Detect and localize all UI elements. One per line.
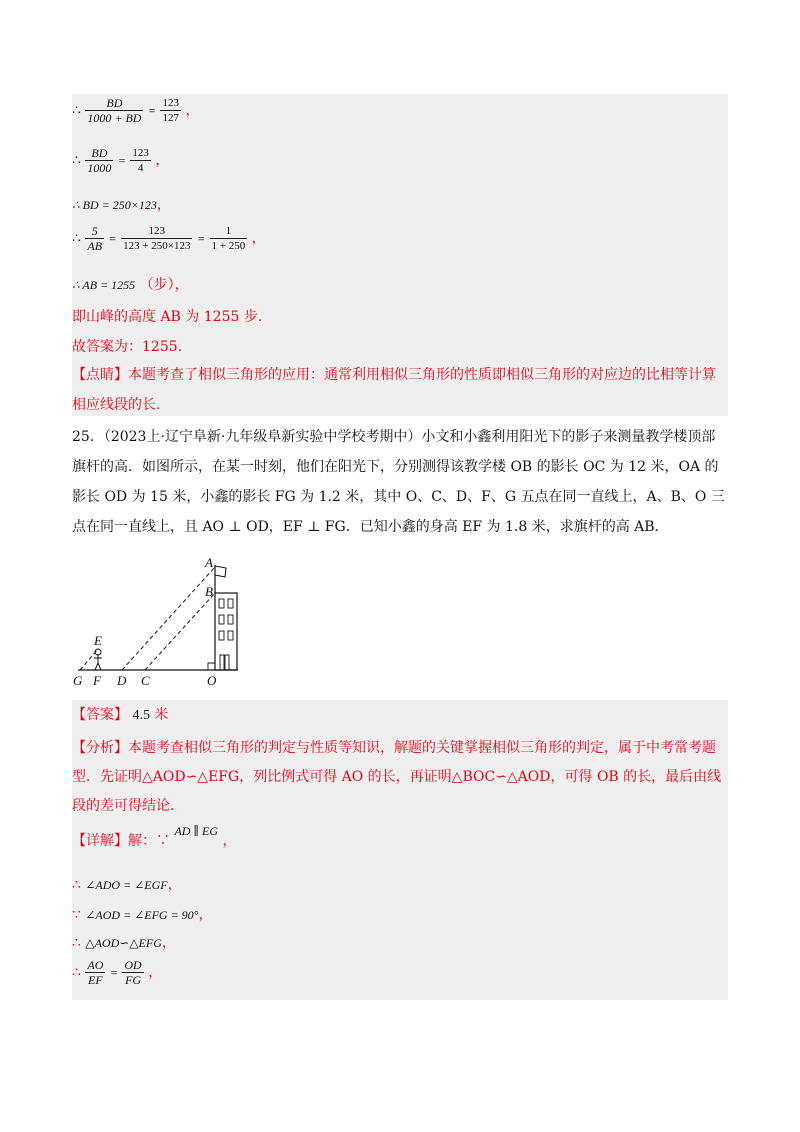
fraction	[121, 224, 192, 253]
fraction	[85, 224, 104, 253]
punctuation: ，	[167, 877, 182, 893]
label-B: B	[205, 584, 213, 599]
comment-paragraph	[72, 360, 728, 420]
comment-label: 【点睛】	[72, 367, 128, 383]
conclusion-line: 即山峰的高度 AB 为 1255 步.	[72, 309, 263, 325]
equation-line-1	[72, 96, 199, 125]
equation-line-5	[72, 274, 189, 294]
denominator: 1000	[87, 161, 112, 175]
label-G: G	[73, 673, 83, 688]
equation-text: ∴ BD = 250×123	[72, 198, 157, 212]
denominator: 1 + 250	[211, 240, 246, 252]
punctuation: ，	[155, 152, 170, 169]
problem-statement: （2023上·辽宁阜新·九年级阜新实验中学校考期中）小文和小鑫利用阳光下的影子来测量教学楼顶部旗杆的高．如图所示，在某一时刻，他们在阳光下，分别测得该教学楼 OB 的影长 OC 为 12 米，OA 的影长 OD 为 15 米，小鑫的影长 FG 为 1.2 米，其中 O、C、D、F、G 五点在同一直线上，A、B、O 三点在同一直线上，且 AO ⊥ OD，EF ⊥ FG．已知小鑫的身高 EF 为 1.8 米，求旗杆的高 AB．	[72, 429, 725, 535]
numerator: OD	[124, 958, 142, 972]
answer-line: 故答案为：1255.	[72, 339, 183, 355]
ray-BC	[145, 593, 215, 670]
numerator: BD	[85, 146, 113, 161]
equation-line-3	[72, 194, 171, 214]
ray-AD	[122, 567, 215, 670]
analysis-paragraph	[72, 734, 728, 821]
numerator: 123	[162, 97, 179, 109]
detail-step-1	[72, 874, 182, 894]
fraction	[85, 146, 113, 175]
analysis-label: 【分析】	[72, 740, 128, 756]
detail-label: 【详解】	[72, 833, 128, 849]
fraction	[160, 96, 181, 125]
punctuation: ，	[251, 230, 266, 247]
fraction	[130, 146, 151, 175]
detail-step-3	[72, 932, 176, 952]
because-symbol: ∵	[72, 907, 81, 923]
denominator: 123 + 250×123	[123, 240, 191, 252]
label-A: A	[205, 555, 213, 570]
punctuation: ，	[185, 102, 200, 119]
equals-sign: =	[147, 103, 157, 118]
numerator: 5	[85, 224, 104, 239]
label-O: O	[207, 673, 217, 688]
detail-intro: 解：∵	[128, 833, 170, 849]
punctuation: ，	[198, 907, 213, 923]
building-windows	[219, 599, 233, 670]
label-F: F	[93, 673, 101, 688]
denominator: AB	[87, 239, 103, 253]
therefore-symbol: ∴	[72, 152, 81, 169]
equation-line-4	[72, 224, 266, 253]
step-text: ∠AOD = ∠EFG = 90°	[85, 908, 199, 922]
punctuation: ，	[148, 964, 163, 981]
denominator: 127	[162, 112, 179, 124]
label-D: D	[117, 673, 127, 688]
punctuation: ，	[222, 833, 237, 849]
problem-text	[72, 422, 728, 542]
therefore-symbol: ∴	[72, 964, 81, 981]
therefore-symbol: ∴	[72, 935, 81, 951]
denominator: 1000 + BD	[87, 111, 142, 125]
denominator: 4	[137, 162, 144, 174]
fraction	[85, 96, 143, 125]
therefore-symbol: ∴	[72, 102, 81, 119]
shadow-measurement-figure	[70, 555, 250, 690]
numerator: 123	[121, 224, 192, 239]
label-C: C	[141, 673, 150, 688]
equation-text: ∴ AB = 1255	[72, 278, 136, 292]
step-text: ∠ADO = ∠EGF	[85, 878, 168, 892]
numerator: 1	[210, 224, 248, 239]
therefore-symbol: ∴	[72, 877, 81, 893]
step-text: △AOD∽△EFG	[85, 936, 162, 950]
flag-icon	[215, 566, 226, 577]
label-E: E	[94, 633, 102, 648]
answer-value: 4.5	[132, 708, 150, 723]
detail-step-2	[72, 904, 212, 924]
right-angle-mark	[208, 663, 215, 670]
answer-unit: 米	[154, 707, 169, 723]
numerator: 123	[132, 147, 149, 159]
fraction	[210, 224, 248, 253]
comment-text: 本题考查了相似三角形的应用：通常利用相似三角形的性质即相似三角形的对应边的比相等计算相应线段的长.	[72, 367, 716, 413]
answer-row	[72, 704, 168, 724]
punctuation: ，	[161, 935, 176, 951]
denominator: FG	[125, 973, 142, 987]
equals-sign: =	[117, 153, 126, 168]
fraction	[122, 958, 143, 987]
detail-step-4	[72, 958, 162, 987]
building	[215, 593, 237, 670]
answer-label: 【答案】	[72, 707, 128, 723]
numerator: AO	[87, 958, 104, 972]
denominator: EF	[88, 973, 103, 987]
punctuation: ，	[156, 197, 171, 213]
analysis-text: 本题考查相似三角形的判定与性质等知识，解题的关键掌握相似三角形的判定，属于中考常考题型．先证明△AOD∽△EFG，列比例式可得 AO 的长，再证明△BOC∽△AOD，可得 OB 的长，最后由线段的差可得结论．	[72, 740, 722, 814]
therefore-symbol: ∴	[72, 230, 81, 247]
problem-number: 25．	[72, 429, 104, 445]
detail-intro-line	[72, 824, 237, 850]
equals-sign: =	[196, 231, 206, 246]
equation-line-2	[72, 146, 169, 175]
given-condition: AD ∥ EG	[174, 824, 218, 838]
equals-sign: =	[108, 231, 117, 246]
numerator: BD	[85, 96, 143, 111]
person-icon	[94, 649, 102, 670]
unit-text: （步），	[139, 277, 189, 293]
equals-sign: =	[109, 965, 118, 980]
fraction	[85, 958, 105, 987]
